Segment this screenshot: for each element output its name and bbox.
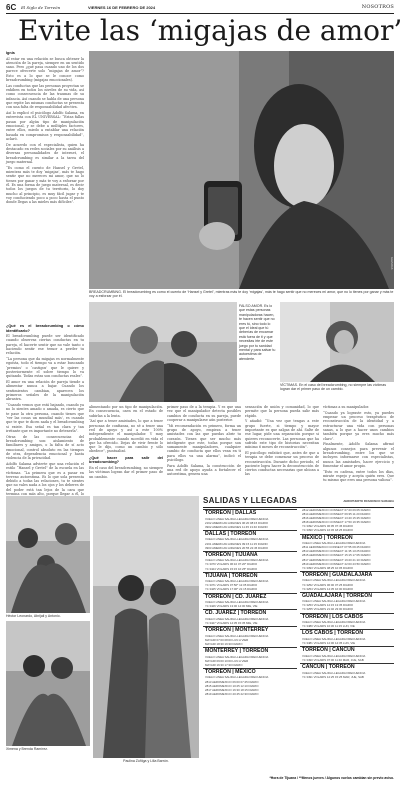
flight-table-title: TORREÓN | MONTERREY <box>203 626 297 634</box>
flight-row: VUELO LINEA SALIDA LLEGADA FRECUENCIA <box>205 675 269 680</box>
flight-row: VUELO LINEA SALIDA LLEGADA FRECUENCIA <box>205 600 269 605</box>
flight-row: VUELO LINEA SALIDA LLEGADA FRECUENCIA <box>302 578 366 583</box>
flight-row: VUELO LINEA SALIDA LLEGADA FRECUENCIA <box>205 654 269 659</box>
flight-table-title: CD. JUÁREZ | TORREÓN <box>203 609 297 617</box>
flight-row: Y4 3252 VOLARIS 06:00 07:25 DIARIO <box>302 582 353 587</box>
flight-row: 2815 AEROMEXICO 10:25 12:10 DIARIO <box>205 683 259 688</box>
flight-row: Y4 3392 VOLARIS 06:05 07:45 DIARIO <box>302 524 353 529</box>
flight-row: 2819 AEROMEXICO 20:45 22:30 DIARIO <box>205 691 259 696</box>
flight-table-title: LOS CABOS | TORREÓN <box>300 629 394 637</box>
flight-row: Y4 3426 VOLARIS 13:00 14:00 MIE, VIE <box>205 604 258 609</box>
flight-row: VUELO LINEA SALIDA LLEGADA FRECUENCIA <box>302 636 366 641</box>
flight-table-title: TORREÓN | CD. JUÁREZ <box>203 593 297 601</box>
subhead-exit: ¿Qué hacer para salir del breadcrumbing? <box>89 455 163 465</box>
flight-row: Y4 3490 VOLARIS 07:00 11:40 MAR, JUE, SAB <box>302 657 364 662</box>
flights-footer: *Hora de Tijuana / **Menos jueves / Algunos vuelos cambian sin previo aviso. <box>269 776 394 780</box>
subhead-identify: ¿Qué es el breadcrumbing o cómo identificarlo? <box>6 324 84 333</box>
flight-row: Y4 3491 VOLARIS 12:25 15:25 MAR, JUE, SAB <box>302 674 364 679</box>
social-caption-2: Ximena y Brenda Ramírez. <box>6 747 49 751</box>
false-love-caption-text: FALSO AMOR. Es lo que estas personas manipuladoras hacen, te hacen sentir que no eres tú, sino todo lo que el ideal que tú deberías de encarnar está fuera de ti y que necesitas irte de este juego por tu sanidad mental y para salvar tu autoestima de atenderte. <box>239 304 276 361</box>
flight-table-title: TORREÓN | DALLAS <box>203 509 297 517</box>
flights-title: SALIDAS Y LLEGADAS <box>203 496 298 505</box>
flight-row: Y4 3370 VOLARIS 06:10 07:20* DIARIO <box>205 562 258 567</box>
flight-row: 2818 AEROMEXICO CONNECT 17:50 19:35 DIARIO <box>302 520 371 525</box>
headline: Evite las ‘migajas de amor’ <box>18 14 402 47</box>
flight-row: Y4 3427 VOLARIS 14:35 15:35 MIE, VIE <box>205 620 258 625</box>
masthead <box>6 3 394 13</box>
flight-row: Y4 3480 VOLARIS 10:30 11:15 LUN, VIE <box>302 624 355 629</box>
flight-row: VUELO LINEA SALIDA LLEGADA FRECUENCIA <box>205 558 269 563</box>
flight-row: VUELO LINEA SALIDA LLEGADA FRECUENCIA <box>205 633 269 638</box>
flight-row: 2819 AEROMEXICO CONNECT 22:00 23:50 DIARIO <box>302 561 371 566</box>
flight-row: VUELO LINEA SALIDA LLEGADA FRECUENCIA <box>302 653 366 658</box>
flight-table-title: TORREÓN | LOS CABOS <box>300 613 394 621</box>
main-caption-text: BREADCRUMBING. El breadcrumbing es como el cuento de ‘Hansel y Gretel’, mientras más te doy ‘migajas’, más te hago sentir que no mereces mi amor, que no lo tienes por ganar y más te voy a esforzar por él. <box>89 290 394 299</box>
photo-credit: AGENCIAS <box>390 256 393 269</box>
victims-caption-text: VÍCTIMAS. En el caso del breadcrumbing, no siempre las víctimas logran dar el primer paso de un cambio. <box>280 383 387 392</box>
flight-row: MAYAIR 09:00 10:00 LUN A VIER <box>205 658 249 663</box>
sad-woman-illustration <box>280 302 394 382</box>
flight-table-title: MÉXICO | TORREÓN <box>300 534 394 542</box>
two-women-illustration <box>6 621 90 746</box>
false-love-photo <box>89 302 237 402</box>
victims-caption <box>280 383 394 401</box>
flight-row: 2813 AEROMEXICO CONNECT 11:35 13:25 DIARIO <box>302 549 371 554</box>
flight-row: 2813 AEROMEXICO 06:00 07:45 DIARIO <box>205 679 259 684</box>
two-women-standing-illustration <box>93 496 199 758</box>
flight-row: 2811 AEROMEXICO CONNECT 07:55 09:45 DIARIO <box>302 545 371 550</box>
flight-row: Y4 3371 VOLARIS 07:50* 12:05 DIARIO <box>205 583 258 588</box>
social-caption-1: Héctor Leonardo, Abrijail y Antonio. <box>6 614 61 618</box>
flight-row: Y4 3254 VOLARIS 14:35 16:00 DIARIO <box>302 586 353 591</box>
flight-table-title: TORREÓN | TIJUANA <box>203 551 297 559</box>
body-column-4: primer paso de a la terapia. Y es que una vez que el manipulador detecta posibles cambios de conducta en su pareja, puede cooperar a manipularse aún posterior. “Mi recomendación es primero, forma un grupo de apoyo, empieza a tener amistades con las que puedas abrir tu corazón. Tienes que ser mucho más inteligente que este, todas porque son sumamente manipuladores, cualquier cambio de conducta que ellos vean en ti para ellos va una alarma”, indicó el psicólogo. Para Adolfo Salama, la construcción de una red de apoyo ayuda a fortalecer el autoestima, genera una <box>167 405 241 477</box>
family-illustration <box>6 496 90 613</box>
flight-row: MAYAIR 07:00 08:00 LUN A VIER <box>205 637 249 642</box>
page-number: 6C <box>6 3 17 12</box>
flight-table-title: MONTERREY | TORREÓN <box>203 647 297 655</box>
woman-phone-illustration <box>89 51 394 289</box>
flight-row: VUELO LINEA SALIDA LLEGADA FRECUENCIA <box>205 616 269 621</box>
flight-row: VUELO LINEA SALIDA LLEGADA FRECUENCIA <box>302 541 366 546</box>
social-caption-3: Paulina Zúñiga y Lilia Barrón. <box>123 759 169 763</box>
flight-row: Y4 3425 VOLARIS 17:00* 21:15 DIARIO <box>205 587 258 592</box>
flight-table-title: GUADALAJARA | TORREÓN <box>300 592 394 600</box>
section-name: NOSOTROS <box>361 4 394 10</box>
flight-row: MAYAIR 18:30 19:30 DIARIO <box>205 641 243 646</box>
paper-name: El Siglo de Torreón <box>21 5 61 10</box>
flight-row: 2816 AEROMEXICO CONNECT 13:40 15:25 DIARIO <box>302 516 371 521</box>
body-column-1: Ignis Al estar en una relación se busca obtener la atención de la pareja, siempre en un sentido sano. Pero ¿qué pasa cuando uno de los dos parece ofrecerte solo “migajas de amor”? Esto es a lo que se le conoce como breadcrumbing (migajas emocionales). Las conductas que las personas proyectan se exhiben en todos los niveles de su vida, así como consecuencia de las traumas de su infancia. Así cuando se habla de una persona que repite las mismas conductas se presenta con una falta de responsabilidad afectiva. Así lo explicó el psicólogo Adolfo Salama, en entrevista con EL UNIVERSAL: “Estas fallas pasan por algún tipo de manipulación emocional, y se debe a múltiples factores, entre ellos, miedo a entablar una relación basada en compromisos y responsabilidad”, aclaró. De acuerdo con el especialista, quien ha destacado en redes sociales por su análisis a diversas personalidades de internet, el breadcrumbing es similar a la tarea del juego maternal. “Es como el cuento de Hansel y Gretel, mientras más te doy ‘migajas’, más te hago sentir que no mereces mi amor, que no lo tienes por ganar y más te voy a esforzar por él. Es una forma de juego maternal, es decir todos los juegos de tu territorio, lo doy mucho al principio, es muy fácil jugar y te voy conduciendo poco a poco hasta el punto donde llegas a las mieles más difíciles”. <box>6 51 84 205</box>
flight-row: VUELO LINEA SALIDA LLEGADA FRECUENCIA <box>205 516 269 521</box>
flight-row: VUELO LINEA SALIDA LLEGADA FRECUENCIA <box>302 620 366 625</box>
flight-row: 2161 AMERICAN AIRLINES 09:15 11:15 DIARIO <box>205 541 268 546</box>
flight-row: VUELO LINEA SALIDA LLEGADA FRECUENCIA <box>302 599 366 604</box>
flights-box <box>203 496 394 772</box>
couple-illustration <box>89 302 237 402</box>
flight-row: 2815 AEROMEXICO CONNECT 15:15 17:05 DIARIO <box>302 553 371 558</box>
flight-row: Y4 3393 VOLARIS 08:25 10:05 DIARIO <box>302 565 353 570</box>
flight-table-title: DALLAS | TORREÓN <box>203 530 297 538</box>
flight-row: Y4 3253 VOLARIS 12:15 13:35 DIARIO <box>302 603 353 608</box>
flight-row: 3902 AMERICAN AIRLINES 11:45 13:40 DIARIO <box>205 524 268 529</box>
flight-row: 3903 AMERICAN AIRLINES 20:55 22:45 DIARIO <box>205 545 268 550</box>
flights-column-1 <box>203 508 297 770</box>
flight-table-title: TORREÓN | GUADALAJARA <box>300 571 394 579</box>
body-column-6: víctimas a su manipulador. “Cuando ya lograste esto, ya puedes empezar un proceso terapéutico de reconstrucción de la identidad y a estructurar una vida con personas sanas, a lo que a hacer unos cambios también porque ya eres mucho más claro”. Finalmente, Adolfo Salama afirmó algunos consejos para prevenir el breadcrumbing, entre los que se incluyen informarse con especialistas, nunca las amistades, hacer ejercicio y fomentar el amor propio. “Esto es cadena, entre todos los días, mirate espejo y acepta quién eres. Que tu mismo que eres una persona valiosa”. <box>323 405 394 483</box>
social-photo-1 <box>6 496 90 613</box>
flight-row: Y4 3424 VOLARIS 15:15 16:25* DIARIO <box>205 566 258 571</box>
body-column-5: sensación de unión y comunidad, lo que permite que la persona pueda salir más rápido. Y añadió: “Una vez que tengas a este grupo fuerte, si tiempo y mayor importante es que salgas de ahí. Salte de ese lugar, pide una separación porque si quieres reconocerte. Las personas que ha sufrido este tipo de historias necesitan mínimo 6 meses de reconstrucción”. El psicólogo enfatizó que, antes de que a terapia se debe comenzar un proceso de reconstrucción. Durante dicho periodo, el paciente logra hacer la deconstrucción de ciertos conductas necesarias que ubican a las <box>245 405 319 477</box>
flight-row: Y4 3255 VOLARIS 21:40 23:00 DIARIO <box>302 607 353 612</box>
flight-row: Y4 3481 VOLARIS 12:00 14:35 LUN, VIE <box>302 641 356 646</box>
flight-row: VUELO LINEA SALIDA LLEGADA FRECUENCIA <box>302 670 366 675</box>
flight-table-title: TIJUANA | TORREÓN <box>203 572 297 580</box>
flight-table-title: TORREÓN | MÉXICO <box>203 668 297 676</box>
flight-row: Y4 3390 VOLARIS 16:45 18:25 DIARIO <box>302 528 353 533</box>
byline: Ignis <box>6 51 15 55</box>
flight-row: 2817 AEROMEXICO CONNECT 19:20 21:10 DIARIO <box>302 557 371 562</box>
false-love-caption <box>239 304 277 400</box>
body-column-3: alimentando por un tipo de manipulación. En consecuencia, caen en el estado de subirlas a la lenta. “Así que a tener amistades, lo que a tener personas de confianza, no sé a tener una red de apoyo y así a este 100% independiente el manipulador. Y muy probablemente cuando sucedió en vida el que ha ofrecido. Dejas de vivir frente lo que le dijo, como un cambio y sólo obedece”, puntualizó. ¿Qué hacer para salir del breadcrumbing? En el caso del breadcrumbing, no siempre las víctimas logran dar el primer paso de un cambio. <box>89 405 163 479</box>
main-photo <box>89 51 394 289</box>
flight-row: 2162 AMERICAN AIRLINES 06:20 08:15 DIARIO <box>205 520 268 525</box>
flight-row: 2812 AEROMEXICO CONNECT 07:20 09:05 DIARIO <box>302 508 371 512</box>
flight-row: VUELO LINEA SALIDA LLEGADA FRECUENCIA <box>205 537 269 542</box>
flights-subtitle: AEROPUERTO FRANCISCO SARABIA <box>343 499 394 503</box>
flight-table-title: CANCÚN | TORREÓN <box>300 663 394 671</box>
flight-row: MAYAIR 16:30 17:30 DIARIO <box>205 662 243 667</box>
body-column-2: ¿Qué es el breadcrumbing o cómo identificarlo? El breadcrumbing puede ser identificado cuando observas ciertas conductas en tu pareja, el hacerte sentir que no vale tanto o haciendo sentir ese temor a perder tu relación. “La persona que da migajas es normalmente egoísta, todo el tiempo va a estar buscando ‘premios’ o ‘castigos’ que le quiere y posteriormente el sobre tiempo lo va quitando. Todas estas son conductas reales”. El amor en una relación de pareja tiende a alimentar nunca a bajar. Cuando los sentimientos cambian, aparecen los primeros señales de la manipulación abrasiva. “Cuando vemos que está bajando, cuando ya no lo sientes amado o amada, es cierto que te pase la otra persona, cuando tienes que ‘ver las cosas un mundial más’, es cuando que te que te dicen nada y el breadcrumbing si existe. Esa señal es tan clara y tan irritante que es importante no detenerla”. Otras de las consecuencias del breadcrumbing son: aislamiento de familiares y amigos, o la falta de sí acto emocional, control absoluto en las tiempos de otra, dependencia emocional y hasta violencia de la privacidad. Adolfo Salama advierte que una relación el estilo “Hansel y Gretel” de la escuela en las víctimas. “La primera que es a pasar en terreno autoestima. Es lo que sola presenta debido a todas las relaciones, tu te sientes que no vales nada a los ojos y los deberes de del poder está tan lejos de la cara que termina con más alto, porque llegar a él, lo <box>6 324 84 497</box>
flights-column-2 <box>300 508 394 770</box>
main-photo-caption <box>89 290 394 300</box>
flight-row: 2817 AEROMEXICO 16:30 18:15 DIARIO <box>205 687 259 692</box>
social-photo-3 <box>93 496 199 758</box>
social-photo-2 <box>6 621 90 746</box>
issue-date: VIERNES 16 DE FEBRERO DE 2024 <box>88 5 156 10</box>
flight-row: VUELO LINEA SALIDA LLEGADA FRECUENCIA <box>205 579 269 584</box>
flight-row: 2814 AEROMEXICO CONNECT 09:35 11:20 DIARIO <box>302 512 371 517</box>
victims-photo <box>280 302 394 382</box>
flight-table-title: TORREÓN | CANCÚN <box>300 646 394 654</box>
